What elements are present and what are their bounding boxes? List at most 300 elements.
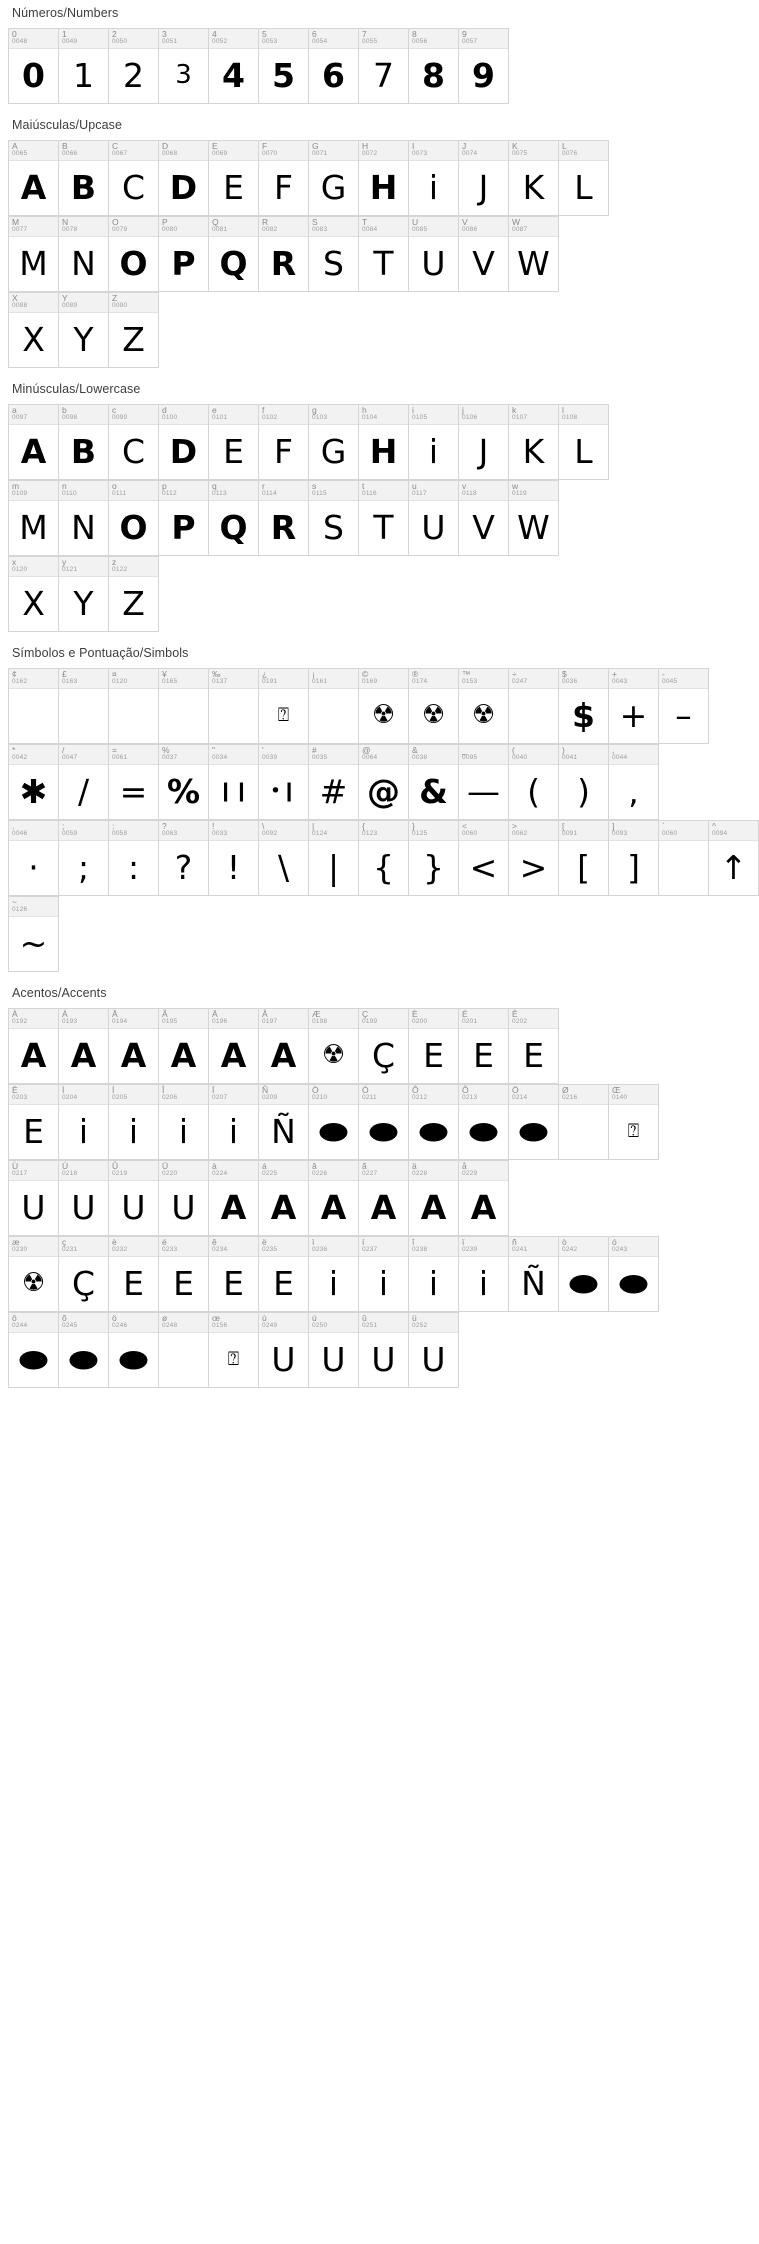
glyph-meta	[9, 29, 58, 49]
glyph-cell[interactable]	[259, 1085, 309, 1160]
glyph-cell[interactable]	[9, 821, 59, 896]
glyph-code-label: 0100	[162, 414, 178, 421]
glyph-code-label: 0115	[312, 490, 327, 497]
glyph-cell[interactable]	[309, 1313, 359, 1388]
glyph-cell[interactable]	[209, 1237, 259, 1312]
glyph-cell[interactable]	[459, 141, 509, 216]
glyph-cell[interactable]	[209, 745, 259, 820]
glyph-meta	[409, 141, 458, 161]
glyph-cell[interactable]	[109, 821, 159, 896]
glyph-cell[interactable]	[509, 141, 559, 216]
glyph-render: C	[121, 431, 146, 471]
glyph-cell[interactable]	[159, 821, 209, 896]
glyph-render: ☢	[371, 700, 396, 730]
glyph-cell[interactable]	[609, 745, 659, 820]
glyph-cell[interactable]	[659, 669, 709, 744]
glyph-char-label: w	[512, 481, 519, 491]
glyph-cell[interactable]	[509, 821, 559, 896]
glyph-cell[interactable]	[409, 217, 459, 292]
glyph-cell[interactable]	[9, 1237, 59, 1312]
glyph-cell[interactable]	[9, 217, 59, 292]
glyph-cell[interactable]	[259, 821, 309, 896]
glyph-map-page	[8, 6, 748, 1388]
glyph-char-label: <	[462, 821, 467, 831]
glyph-render: A	[70, 1035, 97, 1075]
glyph-meta	[109, 405, 158, 425]
glyph-cell[interactable]	[309, 1237, 359, 1312]
glyph-cell[interactable]	[659, 821, 709, 896]
glyph-cell[interactable]	[409, 1161, 459, 1236]
glyph-meta	[259, 405, 308, 425]
glyph-cell[interactable]	[309, 1161, 359, 1236]
glyph-cell[interactable]	[559, 745, 609, 820]
glyph-cell[interactable]	[159, 1161, 209, 1236]
glyph-cell[interactable]	[259, 1009, 309, 1084]
glyph-cell[interactable]	[9, 1085, 59, 1160]
glyph-cell[interactable]	[609, 1085, 659, 1160]
glyph-cell[interactable]	[109, 557, 159, 632]
glyph-cell[interactable]	[9, 557, 59, 632]
glyph-meta	[9, 405, 58, 425]
glyph-meta	[109, 1085, 158, 1105]
glyph-cell[interactable]	[309, 405, 359, 480]
glyph-code-label: 0196	[212, 1018, 228, 1025]
glyph-char-label: O	[112, 217, 119, 227]
glyph-code-label: 0204	[62, 1094, 78, 1101]
glyph-char-label: =	[112, 745, 117, 755]
glyph-meta	[609, 1085, 658, 1105]
glyph-char-label: *	[12, 745, 16, 755]
glyph-cell[interactable]	[359, 1161, 409, 1236]
glyph-code-label: 0059	[62, 830, 78, 837]
glyph-render	[209, 689, 258, 743]
glyph-cell[interactable]	[159, 141, 209, 216]
glyph-render: 5	[272, 55, 295, 95]
glyph-cell[interactable]	[459, 669, 509, 744]
glyph-meta	[559, 1085, 608, 1105]
glyph-cell[interactable]	[359, 141, 409, 216]
glyph-cell[interactable]	[259, 405, 309, 480]
glyph-cell[interactable]	[59, 745, 109, 820]
glyph-meta	[259, 1009, 308, 1029]
glyph-char-label: !	[212, 821, 215, 831]
glyph-cell[interactable]	[109, 1237, 159, 1312]
glyph-cell[interactable]	[559, 669, 609, 744]
glyph-code-label: 0065	[12, 150, 28, 157]
glyph-render	[159, 689, 208, 743]
glyph-char-label: [	[562, 821, 565, 831]
glyph-render: 8	[422, 55, 445, 95]
glyph-render: (	[527, 771, 540, 811]
glyph-code-label: 0101	[212, 414, 228, 421]
glyph-cell[interactable]	[359, 1313, 409, 1388]
glyph-meta	[359, 1237, 408, 1257]
glyph-char-label: ¤	[112, 669, 117, 679]
glyph-render: W	[517, 243, 550, 283]
glyph-cell[interactable]	[9, 141, 59, 216]
glyph-code-label: 0072	[362, 150, 378, 157]
glyph-cell[interactable]	[559, 1237, 609, 1312]
glyph-cell[interactable]	[59, 1237, 109, 1312]
glyph-char-label: Ô	[412, 1085, 419, 1095]
glyph-cell[interactable]	[459, 1161, 509, 1236]
glyph-char-label: q	[212, 481, 217, 491]
glyph-cell[interactable]	[109, 1161, 159, 1236]
glyph-cell[interactable]	[9, 897, 59, 972]
glyph-code-label: 0234	[212, 1246, 228, 1253]
glyph-meta	[9, 1085, 58, 1105]
glyph-cell[interactable]	[259, 29, 309, 104]
glyph-cell[interactable]	[459, 29, 509, 104]
glyph-cell[interactable]	[509, 1085, 559, 1160]
glyph-row	[8, 404, 609, 480]
glyph-char-label: u	[412, 481, 417, 491]
glyph-char-label: Y	[62, 293, 68, 303]
glyph-code-label: 0246	[112, 1322, 128, 1329]
glyph-cell[interactable]	[359, 29, 409, 104]
glyph-cell[interactable]	[409, 1085, 459, 1160]
glyph-cell[interactable]	[159, 481, 209, 556]
glyph-cell[interactable]	[109, 1085, 159, 1160]
glyph-meta	[159, 481, 208, 501]
glyph-meta	[359, 669, 408, 689]
glyph-cell[interactable]	[159, 1009, 209, 1084]
glyph-cell[interactable]	[209, 217, 259, 292]
glyph-cell[interactable]	[409, 141, 459, 216]
glyph-cell[interactable]	[359, 481, 409, 556]
glyph-render: i	[378, 1263, 389, 1303]
glyph-cell[interactable]	[459, 745, 509, 820]
glyph-meta	[159, 821, 208, 841]
glyph-cell[interactable]	[609, 1237, 659, 1312]
glyph-cell[interactable]	[459, 821, 509, 896]
glyph-meta	[9, 669, 58, 689]
glyph-cell[interactable]	[159, 217, 209, 292]
glyph-cell[interactable]	[159, 405, 209, 480]
glyph-cell[interactable]	[259, 217, 309, 292]
glyph-cell[interactable]	[9, 669, 59, 744]
glyph-meta	[9, 1237, 58, 1257]
glyph-cell[interactable]	[509, 745, 559, 820]
glyph-meta	[459, 1237, 508, 1257]
glyph-cell[interactable]	[109, 29, 159, 104]
glyph-cell[interactable]	[509, 481, 559, 556]
glyph-render: •❙	[269, 779, 298, 802]
glyph-cell[interactable]	[59, 141, 109, 216]
glyph-code-label: 0163	[62, 678, 78, 685]
glyph-cell[interactable]	[459, 217, 509, 292]
glyph-cell[interactable]	[259, 1237, 309, 1312]
glyph-code-label: 0174	[412, 678, 428, 685]
glyph-cell[interactable]	[109, 1009, 159, 1084]
glyph-cell[interactable]	[459, 405, 509, 480]
glyph-cell[interactable]	[509, 669, 559, 744]
glyph-render: E	[223, 167, 244, 207]
glyph-code-label: 0231	[62, 1246, 78, 1253]
glyph-char-label: ô	[12, 1313, 17, 1323]
glyph-render: V	[472, 243, 495, 283]
glyph-code-label: 0085	[412, 226, 428, 233]
glyph-cell[interactable]	[509, 1009, 559, 1084]
glyph-char-label: @	[362, 745, 371, 755]
glyph-cell[interactable]	[109, 293, 159, 368]
glyph-cell[interactable]	[59, 29, 109, 104]
glyph-cell[interactable]	[709, 821, 759, 896]
glyph-code-label: 0228	[412, 1170, 428, 1177]
glyph-meta	[509, 821, 558, 841]
glyph-cell[interactable]	[609, 821, 659, 896]
glyph-cell[interactable]	[209, 1009, 259, 1084]
glyph-cell[interactable]	[59, 1085, 109, 1160]
glyph-cell[interactable]	[409, 1009, 459, 1084]
glyph-cell[interactable]	[309, 745, 359, 820]
glyph-cell[interactable]	[109, 141, 159, 216]
glyph-cell[interactable]	[109, 481, 159, 556]
glyph-cell[interactable]	[259, 745, 309, 820]
glyph-cell[interactable]	[59, 1313, 109, 1388]
glyph-cell[interactable]	[309, 821, 359, 896]
glyph-render: ❙❙	[217, 779, 250, 802]
glyph-cell[interactable]	[309, 29, 359, 104]
glyph-code-label: 0192	[12, 1018, 28, 1025]
glyph-cell[interactable]	[209, 481, 259, 556]
glyph-meta	[309, 481, 358, 501]
glyph-cell[interactable]	[9, 405, 59, 480]
glyph-meta	[209, 1009, 258, 1029]
glyph-cell[interactable]	[9, 481, 59, 556]
glyph-code-label: 0199	[362, 1018, 378, 1025]
glyph-meta	[459, 141, 508, 161]
glyph-cell[interactable]	[459, 1009, 509, 1084]
glyph-cell[interactable]	[309, 669, 359, 744]
glyph-render: B	[70, 167, 97, 207]
glyph-cell[interactable]	[59, 669, 109, 744]
glyph-code-label: 0156	[212, 1322, 228, 1329]
glyph-char-label: ã	[362, 1161, 367, 1171]
glyph-meta	[509, 1237, 558, 1257]
glyph-cell[interactable]	[59, 481, 109, 556]
glyph-meta	[509, 1009, 558, 1029]
glyph-render: ;	[77, 847, 90, 887]
glyph-cell[interactable]	[409, 669, 459, 744]
glyph-char-label: |	[312, 821, 315, 831]
glyph-code-label: 0074	[462, 150, 478, 157]
glyph-cell[interactable]	[9, 293, 59, 368]
glyph-cell[interactable]	[109, 405, 159, 480]
glyph-meta	[409, 1237, 458, 1257]
glyph-render: S	[323, 243, 344, 283]
glyph-cell[interactable]	[359, 217, 409, 292]
glyph-cell[interactable]	[259, 669, 309, 744]
glyph-char-label: ê	[212, 1237, 217, 1247]
glyph-render: ⬬	[19, 1339, 48, 1379]
glyph-cell[interactable]	[209, 1085, 259, 1160]
glyph-cell[interactable]	[609, 669, 659, 744]
glyph-render: U	[421, 507, 446, 547]
glyph-cell[interactable]	[59, 293, 109, 368]
glyph-cell[interactable]	[209, 1161, 259, 1236]
glyph-cell[interactable]	[409, 405, 459, 480]
glyph-cell[interactable]	[209, 669, 259, 744]
glyph-cell[interactable]	[359, 1085, 409, 1160]
glyph-cell[interactable]	[359, 405, 409, 480]
glyph-cell[interactable]	[259, 141, 309, 216]
glyph-cell[interactable]	[409, 1237, 459, 1312]
glyph-cell[interactable]	[359, 1237, 409, 1312]
glyph-cell[interactable]	[309, 141, 359, 216]
glyph-meta	[59, 1009, 108, 1029]
glyph-cell[interactable]	[309, 1009, 359, 1084]
glyph-render: B	[70, 431, 97, 471]
glyph-render: Q	[219, 507, 248, 547]
glyph-meta	[459, 1085, 508, 1105]
glyph-cell[interactable]	[409, 821, 459, 896]
glyph-meta	[109, 1313, 158, 1333]
glyph-cell[interactable]	[9, 1313, 59, 1388]
glyph-render: \	[277, 847, 290, 887]
glyph-cell[interactable]	[409, 481, 459, 556]
glyph-code-label: 0047	[62, 754, 78, 761]
glyph-render: ⍰	[277, 703, 290, 726]
glyph-cell[interactable]	[59, 405, 109, 480]
glyph-cell[interactable]	[359, 821, 409, 896]
glyph-cell[interactable]	[159, 1237, 209, 1312]
glyph-cell[interactable]	[409, 29, 459, 104]
glyph-render: N	[71, 243, 96, 283]
glyph-cell[interactable]	[159, 1313, 209, 1388]
glyph-char-label: Ó	[362, 1085, 369, 1095]
glyph-cell[interactable]	[409, 745, 459, 820]
glyph-cell[interactable]	[259, 481, 309, 556]
glyph-cell[interactable]	[309, 1085, 359, 1160]
glyph-render: ⬬	[419, 1111, 448, 1151]
glyph-char-label: r	[262, 481, 265, 491]
glyph-code-label: 0121	[62, 566, 78, 573]
glyph-cell[interactable]	[159, 669, 209, 744]
glyph-cell[interactable]	[9, 1009, 59, 1084]
glyph-code-label: 0109	[12, 490, 28, 497]
glyph-char-label: }	[412, 821, 415, 831]
glyph-char-label: Z	[112, 293, 118, 303]
glyph-char-label: R	[262, 217, 269, 227]
glyph-cell[interactable]	[509, 217, 559, 292]
glyph-cell[interactable]	[459, 481, 509, 556]
glyph-char-label: ‰	[212, 669, 221, 679]
glyph-code-label: 0216	[562, 1094, 578, 1101]
glyph-cell[interactable]	[459, 1085, 509, 1160]
glyph-code-label: 0218	[62, 1170, 78, 1177]
glyph-char-label: x	[12, 557, 17, 567]
glyph-render: L	[574, 167, 593, 207]
glyph-char-label: £	[62, 669, 67, 679]
glyph-grid	[8, 404, 653, 632]
glyph-cell[interactable]	[559, 821, 609, 896]
glyph-char-label: d	[162, 405, 167, 415]
glyph-cell[interactable]	[409, 1313, 459, 1388]
glyph-row	[8, 1312, 459, 1388]
glyph-cell[interactable]	[109, 669, 159, 744]
glyph-cell[interactable]	[309, 481, 359, 556]
glyph-code-label: 0102	[262, 414, 278, 421]
glyph-cell[interactable]	[209, 29, 259, 104]
glyph-code-label: 0057	[462, 38, 478, 45]
glyph-code-label: 0161	[312, 678, 328, 685]
glyph-code-label: 0087	[512, 226, 528, 233]
glyph-char-label: Ö	[512, 1085, 519, 1095]
glyph-cell[interactable]	[359, 669, 409, 744]
glyph-code-label: 0165	[162, 678, 178, 685]
glyph-render: J	[478, 431, 489, 471]
glyph-cell[interactable]	[59, 557, 109, 632]
glyph-cell[interactable]	[359, 1009, 409, 1084]
glyph-grid	[8, 28, 653, 104]
glyph-cell[interactable]	[209, 405, 259, 480]
glyph-char-label: .	[12, 821, 15, 831]
glyph-cell[interactable]	[559, 405, 609, 480]
glyph-cell[interactable]	[259, 1161, 309, 1236]
glyph-meta	[359, 1009, 408, 1029]
glyph-cell[interactable]	[209, 821, 259, 896]
glyph-meta	[109, 29, 158, 49]
glyph-render: C	[121, 167, 146, 207]
glyph-cell[interactable]	[209, 141, 259, 216]
glyph-meta	[259, 217, 308, 237]
glyph-render: ⬬	[119, 1339, 148, 1379]
glyph-grid	[8, 140, 653, 368]
glyph-cell[interactable]	[509, 1237, 559, 1312]
glyph-cell[interactable]	[559, 1085, 609, 1160]
glyph-code-label: 0095	[462, 754, 478, 761]
glyph-cell[interactable]	[109, 745, 159, 820]
glyph-cell[interactable]	[59, 821, 109, 896]
glyph-cell[interactable]	[159, 29, 209, 104]
glyph-char-label: 7	[362, 29, 367, 39]
glyph-cell[interactable]	[209, 1313, 259, 1388]
glyph-cell[interactable]	[109, 217, 159, 292]
glyph-meta	[109, 1009, 158, 1029]
glyph-cell[interactable]	[59, 1009, 109, 1084]
glyph-meta	[459, 1161, 508, 1181]
glyph-char-label: &	[412, 745, 418, 755]
glyph-cell[interactable]	[159, 745, 209, 820]
glyph-cell[interactable]	[9, 29, 59, 104]
glyph-cell[interactable]	[359, 745, 409, 820]
glyph-row	[8, 1008, 559, 1084]
glyph-cell[interactable]	[159, 1085, 209, 1160]
glyph-cell[interactable]	[509, 405, 559, 480]
glyph-cell[interactable]	[59, 1161, 109, 1236]
glyph-cell[interactable]	[9, 745, 59, 820]
glyph-code-label: 0114	[262, 490, 277, 497]
glyph-char-label: $	[562, 669, 567, 679]
glyph-code-label: 0233	[162, 1246, 178, 1253]
glyph-cell[interactable]	[309, 217, 359, 292]
glyph-cell[interactable]	[9, 1161, 59, 1236]
glyph-render: A	[270, 1035, 297, 1075]
glyph-meta	[109, 1161, 158, 1181]
glyph-render: =	[119, 771, 148, 811]
glyph-char-label: g	[312, 405, 317, 415]
glyph-char-label: _	[462, 745, 467, 755]
glyph-char-label: Å	[262, 1009, 268, 1019]
glyph-meta	[59, 405, 108, 425]
glyph-cell[interactable]	[559, 141, 609, 216]
glyph-cell[interactable]	[459, 1237, 509, 1312]
glyph-cell[interactable]	[59, 217, 109, 292]
glyph-render: i	[478, 1263, 489, 1303]
glyph-cell[interactable]	[109, 1313, 159, 1388]
glyph-cell[interactable]	[259, 1313, 309, 1388]
